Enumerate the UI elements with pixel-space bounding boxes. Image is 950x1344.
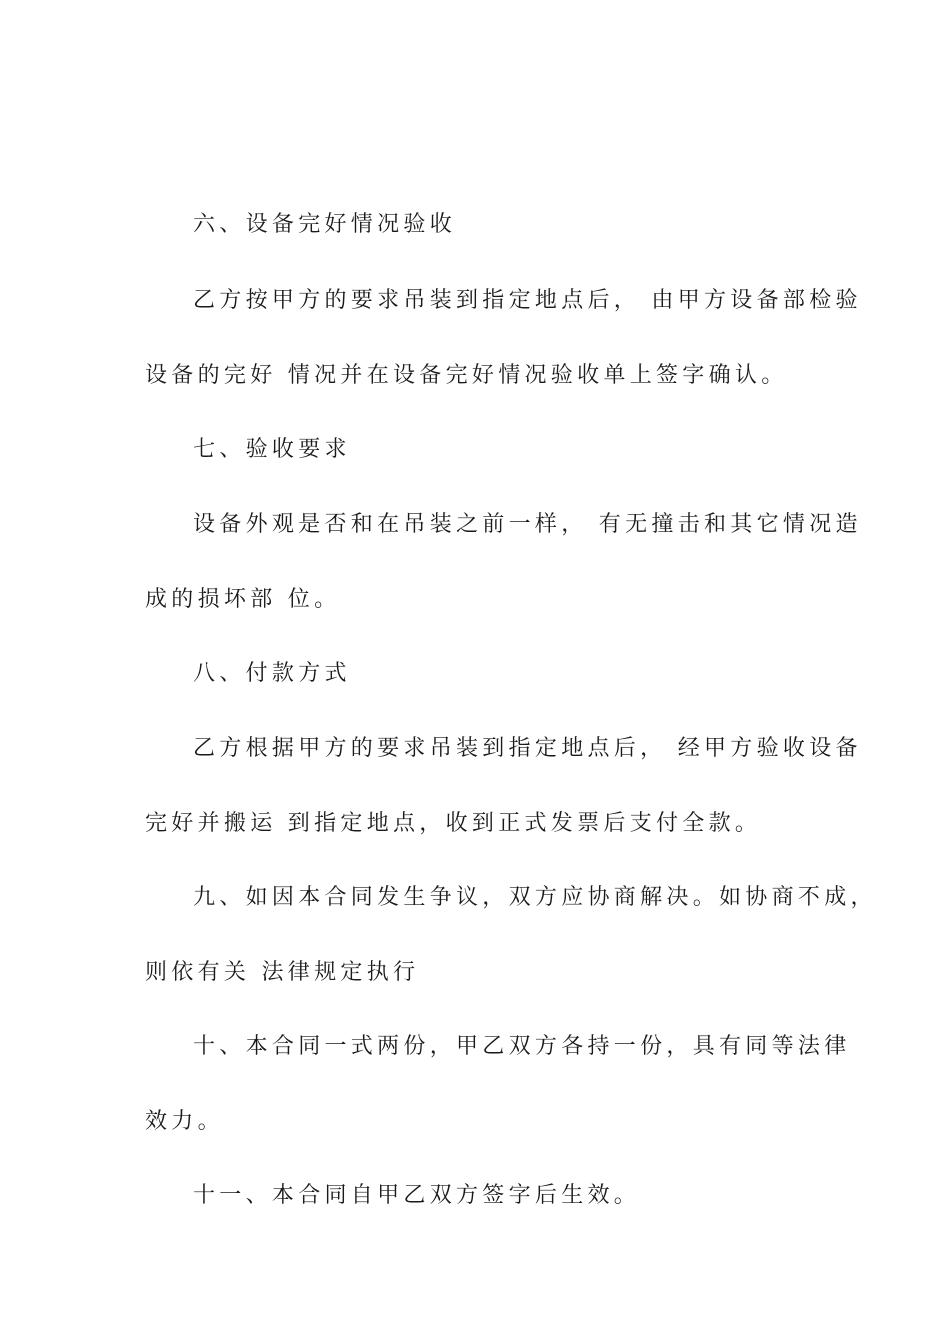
section-seven-heading: 七、验收要求 [193,437,351,462]
section-eight-paragraph-line-1: 乙方根据甲方的要求吊装到指定地点后， 经甲方验收设备 [193,736,862,761]
section-eight-heading: 八、付款方式 [193,661,351,686]
clause-ten-line-1: 十、本合同一式两份，甲乙双方各持一份，具有同等法律 [193,1034,851,1059]
section-seven-paragraph-line-1: 设备外观是否和在吊装之前一样， 有无撞击和其它情况造 [193,512,862,537]
clause-ten-line-2: 效力。 [145,1109,224,1134]
clause-nine-line-2: 则依有关 法律规定执行 [145,960,420,985]
section-seven-paragraph-line-2: 成的损坏部 位。 [145,587,341,612]
clause-eleven-line: 十一、本合同自甲乙双方签字后生效。 [193,1183,641,1208]
section-six-paragraph-line-2: 设备的完好 情况并在设备完好情况验收单上签字确认。 [145,363,788,388]
section-six-heading: 六、设备完好情况验收 [193,212,457,237]
section-eight-paragraph-line-2: 完好并搬运 到指定地点，收到正式发票后支付全款。 [145,811,762,836]
section-six-paragraph-line-1: 乙方按甲方的要求吊装到指定地点后， 由甲方设备部检验 [193,288,862,313]
clause-nine-line-1: 九、如因本合同发生争议，双方应协商解决。如协商不成， [193,885,877,910]
